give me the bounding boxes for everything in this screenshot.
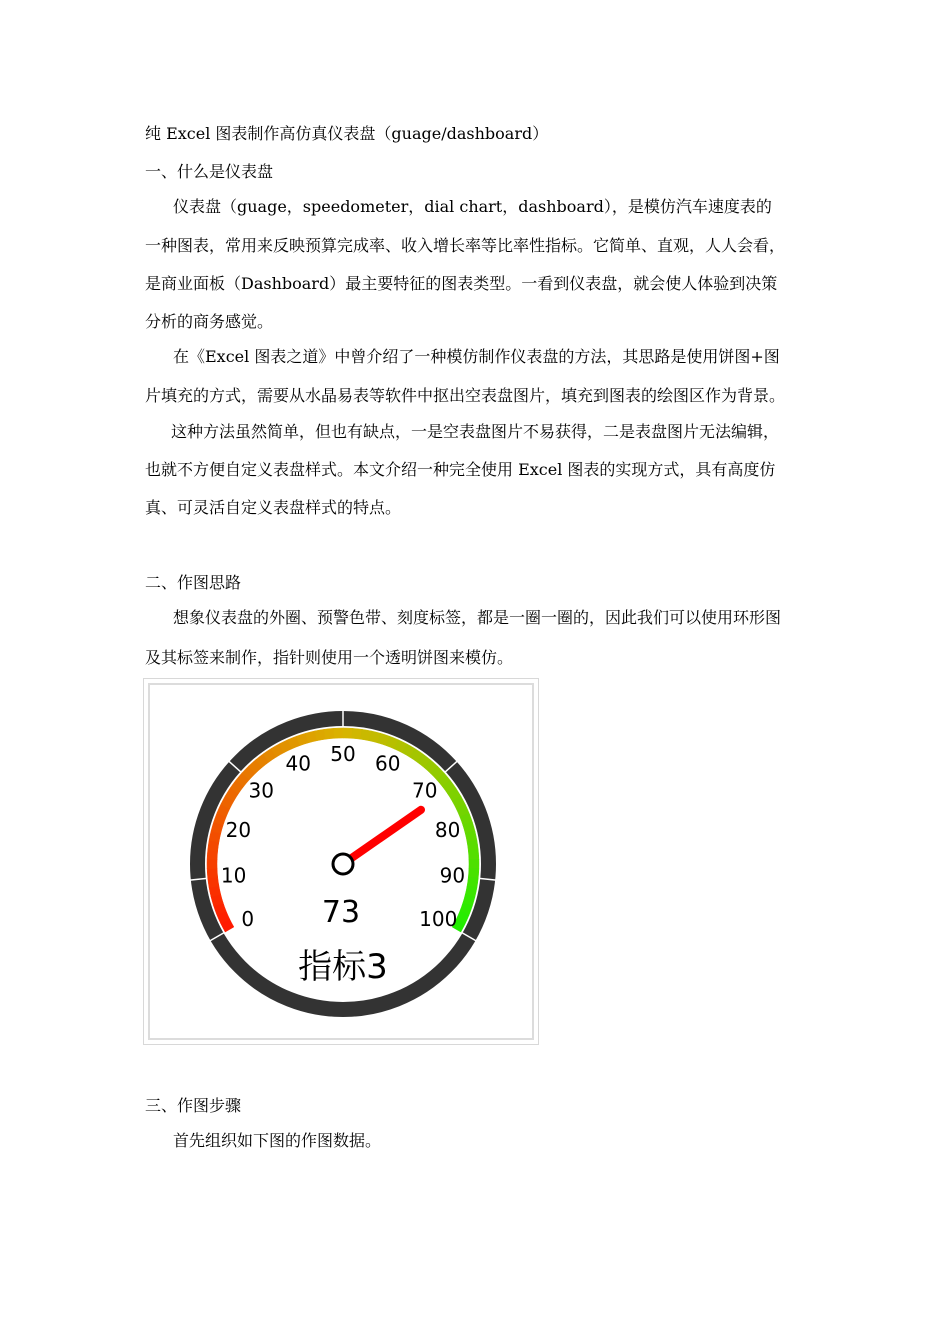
gauge-tick-label: 20 — [225, 818, 252, 843]
gauge-chart — [144, 679, 540, 1046]
section3-para: 首先组织如下图的作图数据。 — [173, 1131, 382, 1150]
gauge-tick-label: 70 — [412, 778, 438, 803]
section1-para3-line1: 这种方法虽然简单，但也有缺点，一是空表盘图片不易获得，二是表盘图片无法编辑， — [171, 422, 780, 441]
gauge-band-segment — [208, 877, 219, 888]
gauge-band-segment — [468, 850, 479, 860]
section1-para1-line4: 分析的商务感觉。 — [145, 312, 274, 331]
gauge-band-segment — [207, 859, 217, 869]
document-title: 纯 Excel 图表制作高仿真仪表盘（guage/dashboard） — [145, 124, 549, 143]
gauge-tick-label: 40 — [285, 751, 311, 776]
gauge-tick-label: 90 — [439, 863, 466, 888]
gauge-indicator-label: 指标3 — [298, 947, 388, 987]
gauge-band-segment — [343, 728, 353, 738]
gauge-band-segment — [467, 840, 478, 851]
gauge-value-label: 73 — [321, 895, 361, 930]
gauge-tick-label: 100 — [419, 907, 458, 931]
gauge-figure — [143, 678, 539, 1045]
gauge-needle — [350, 810, 421, 860]
gauge-tick-label: 50 — [330, 742, 356, 766]
section2-heading: 二、作图思路 — [145, 573, 242, 592]
gauge-band-segment — [334, 728, 344, 738]
gauge-band-segment — [324, 728, 335, 739]
section1-para3-line3: 真、可灵活自定义表盘样式的特点。 — [145, 498, 402, 517]
section1-para3-line2: 也就不方便自定义表盘样式。本文介绍一种完全使用 Excel 图表的实现方式，具有高度仿 — [145, 460, 776, 479]
gauge-tick-label: 80 — [434, 818, 461, 843]
section1-para1-line1: 仪表盘（guage，speedometer，dial chart，dashboard），是模仿汽车速度表的 — [173, 197, 772, 216]
gauge-needle-hub — [333, 854, 353, 874]
section3-heading: 三、作图步骤 — [145, 1096, 242, 1115]
section1-para1-line3: 是商业面板（Dashboard）最主要特征的图表类型。一看到仪表盘，就会使人体验到决策 — [145, 274, 778, 293]
gauge-tick-label: 10 — [220, 863, 247, 888]
section1-para1-line2: 一种图表，常用来反映预算完成率、收入增长率等比率性指标。它简单、直观，人人会看， — [145, 236, 786, 255]
section1-heading: 一、什么是仪表盘 — [145, 162, 274, 181]
section1-para2-line2: 片填充的方式，需要从水晶易表等软件中抠出空表盘图片，填充到图表的绘图区作为背景。 — [145, 386, 786, 405]
section2-para-line1: 想象仪表盘的外圈、预警色带、刻度标签，都是一圈一圈的，因此我们可以使用环形图 — [173, 608, 782, 627]
gauge-band-segment — [469, 859, 479, 869]
gauge-band-segment — [207, 868, 218, 878]
gauge-tick-label: 60 — [375, 751, 401, 776]
section2-para-line2: 及其标签来制作，指针则使用一个透明饼图来模仿。 — [145, 648, 514, 667]
section1-para2-line1: 在《Excel 图表之道》中曾介绍了一种模仿制作仪表盘的方法，其思路是使用饼图+图 — [173, 347, 780, 366]
gauge-tick-label: 0 — [241, 907, 255, 931]
gauge-tick-label: 30 — [248, 778, 274, 803]
